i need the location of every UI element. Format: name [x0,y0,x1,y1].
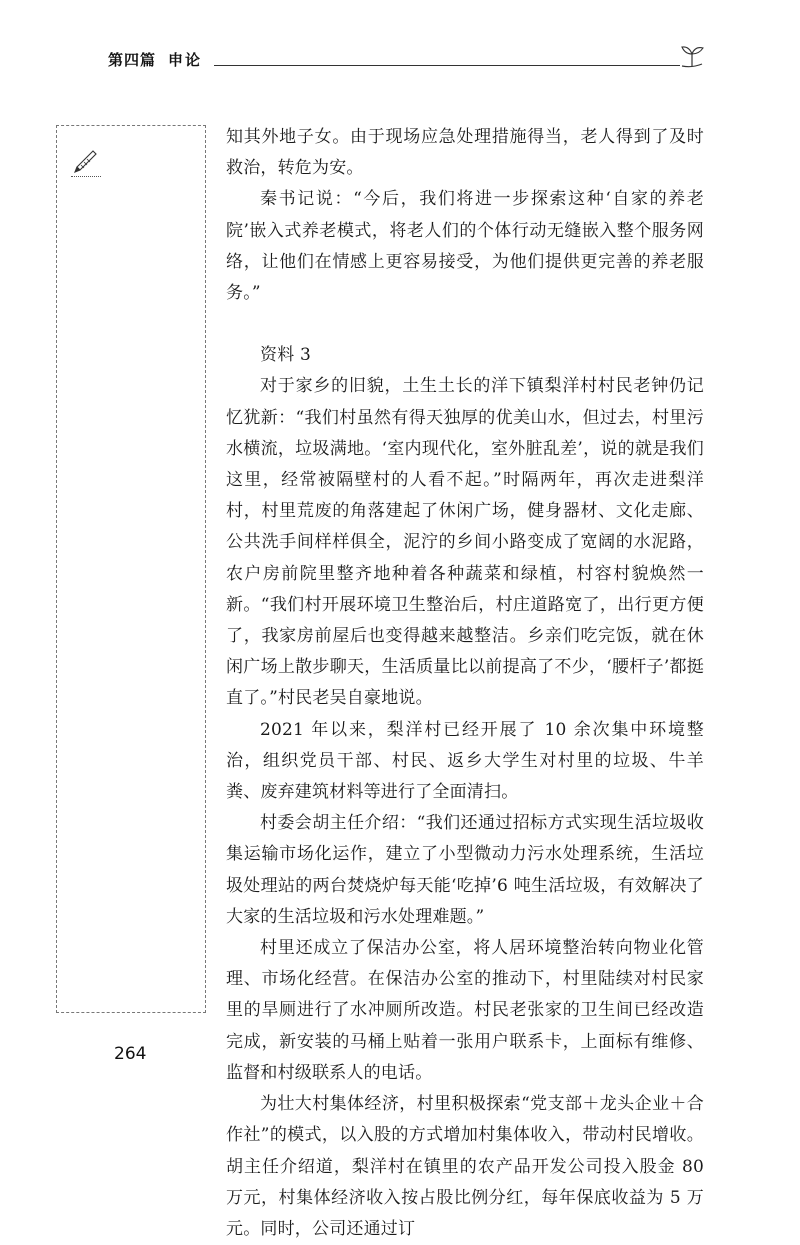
paragraph-2021: 2021 年以来，梨洋村已经开展了 10 余次集中环境整治，组织党员干部、村民、返乡大学生对村里的垃圾、牛羊粪、废弃建筑材料等进行了全面清扫。 [226,719,704,803]
paragraph-lao-zhong: 对于家乡的旧貌，土生土长的洋下镇梨洋村村民老钟仍记忆犹新：“我们村虽然有得天独厚的优美山水，但过去，村里污水横流，垃圾满地。‘室内现代化，室外脏乱差’，说的就是我们这里，经常被隔壁村的人看不起。”时隔两年，再次走进梨洋村，村里荒废的角落建起了休闲广场，健身器材、文化走廊、公共洗手间样样俱全，泥泞的乡间小路变成了宽阔的水泥路，农户房前院里整齐地种着各种蔬菜和绿植，村容村貌焕然一新。“我们村开展环境卫生整治后，村庄道路宽了，出行更方便了，我家房前屋后也变得越来越整洁。乡亲们吃完饭，就在休闲广场上散步聊天，生活质量比以前提高了不少，‘腰杆子’都挺直了。”村民老吴自豪地说。 [226,376,704,709]
paragraph-continued: 知其外地子女。由于现场应急处理措施得当，老人得到了及时救治，转危为安。 [226,127,704,179]
pen-icon [71,144,101,174]
page-header [108,50,708,76]
paragraph-director-hu: 村委会胡主任介绍：“我们还通过招标方式实现生活垃圾收集运输市场化运作，建立了小型微动力污水处理系统，生活垃圾处理站的两台焚烧炉每天能‘吃掉’6 吨生活垃圾，有效解决了大家的生活垃圾和污水处理难题。” [226,813,704,927]
body-text [226,122,704,1245]
header-part-label: 第四篇 [108,51,157,69]
header-rule [214,65,680,66]
paragraph-cleaning-office: 村里还成立了保洁办公室，将人居环境整治转向物业化管理、市场化经营。在保洁办公室的推动下，村里陆续对村民家里的旱厕进行了水冲厕所改造。村民老张家的卫生间已经改造完成，新安装的马桶上贴着一张用户联系卡，上面标有维修、监督和村级联系人的电话。 [226,938,704,1083]
paragraph-quote-qin: 秦书记说：“今后，我们将进一步探索这种‘自家的养老院’嵌入式养老模式，将老人们的个体行动无缝嵌入整个服务网络，让他们在情感上更容易接受，为他们提供更完善的养老服务。” [226,189,704,304]
pen-underline [71,176,101,177]
notes-margin-box [56,125,206,1013]
paragraph-collective-economy: 为壮大村集体经济，村里积极探索“党支部＋龙头企业＋合作社”的模式，以入股的方式增加村集体收入，带动村民增收。胡主任介绍道，梨洋村在镇里的农产品开发公司投入股金 80 万元，村集体经济收入按占股比例分红，每年保底收益为 5 万元。同时，公司还通过订 [226,1094,704,1239]
header-section-title: 申论 [168,51,203,69]
page-number: 264 [114,1044,147,1064]
section-heading: 资料 3 [260,345,312,366]
sprout-icon [678,42,706,72]
